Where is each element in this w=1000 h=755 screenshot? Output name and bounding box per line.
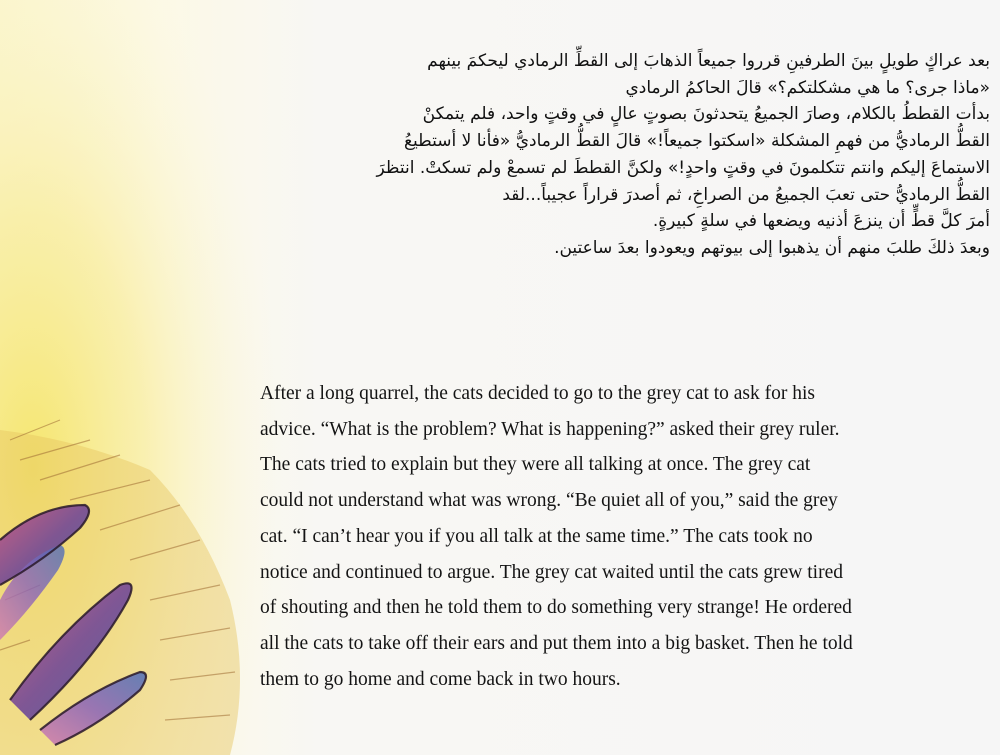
arabic-line: الاستماعَ إليكم وانتم تتكلمونَ في وقتٍ واحدٍ!» ولكنَّ القططَ لم تسمعْ ولم تسكتْ. انتظرَ	[376, 157, 990, 178]
english-story-text	[260, 376, 975, 697]
english-line: The cats tried to explain but they were all talking at once. The grey cat	[260, 454, 811, 476]
arabic-line: بدأت القططُ بالكلام، وصارَ الجميعُ يتحدثونَ بصوتٍ عالٍ في وقتٍ واحد، فلم يتمكنْ	[422, 104, 990, 125]
english-line: all the cats to take off their ears and put them into a big basket. Then he told	[260, 632, 853, 654]
english-line: them to go home and come back in two hours.	[260, 668, 621, 690]
english-line: of shouting and then he told them to do something very strange! He ordered	[260, 597, 852, 619]
english-line: After a long quarrel, the cats decided to go to the grey cat to ask for his	[260, 383, 816, 404]
arabic-line: القطُّ الرماديُّ من فهمِ المشكلة «اسكتوا جميعاً!» قالَ القطُّ الرماديُّ «فأنا لا أستطيعُ	[403, 131, 990, 152]
arabic-line: أمرَ كلَّ قطٍّ أن ينزعَ أذنيه ويضعها في سلةٍ كبيرةٍ.	[652, 211, 990, 232]
english-line: advice. “What is the problem? What is happening?” asked their grey ruler.	[260, 418, 840, 440]
english-line: cat. “I can’t hear you if you all talk at the same time.” The cats took no	[260, 525, 813, 547]
arabic-line: القطُّ الرماديُّ حتى تعبَ الجميعُ من الصراخِ، ثم أصدرَ قراراً عجيباً...لقد	[502, 184, 990, 205]
arabic-line: بعد عراكٍ طويلٍ بينَ الطرفينِ قرروا جميعاً الذهابَ إلى القطِّ الرمادي ليحكمَ بينهم	[427, 51, 990, 71]
arabic-line: وبعدَ ذلكَ طلبَ منهم أن يذهبوا إلى بيوتهم ويعودوا بعدَ ساعتين.	[554, 237, 990, 258]
english-line: could not understand what was wrong. “Be quiet all of you,” said the grey	[260, 490, 838, 512]
arabic-line: «ماذا جرى؟ ما هي مشكلتكم؟» قالَ الحاكمُ الرمادي	[625, 77, 990, 98]
arabic-story-text	[205, 48, 990, 262]
english-line: notice and continued to argue. The grey cat waited until the cats grew tired	[260, 561, 843, 583]
